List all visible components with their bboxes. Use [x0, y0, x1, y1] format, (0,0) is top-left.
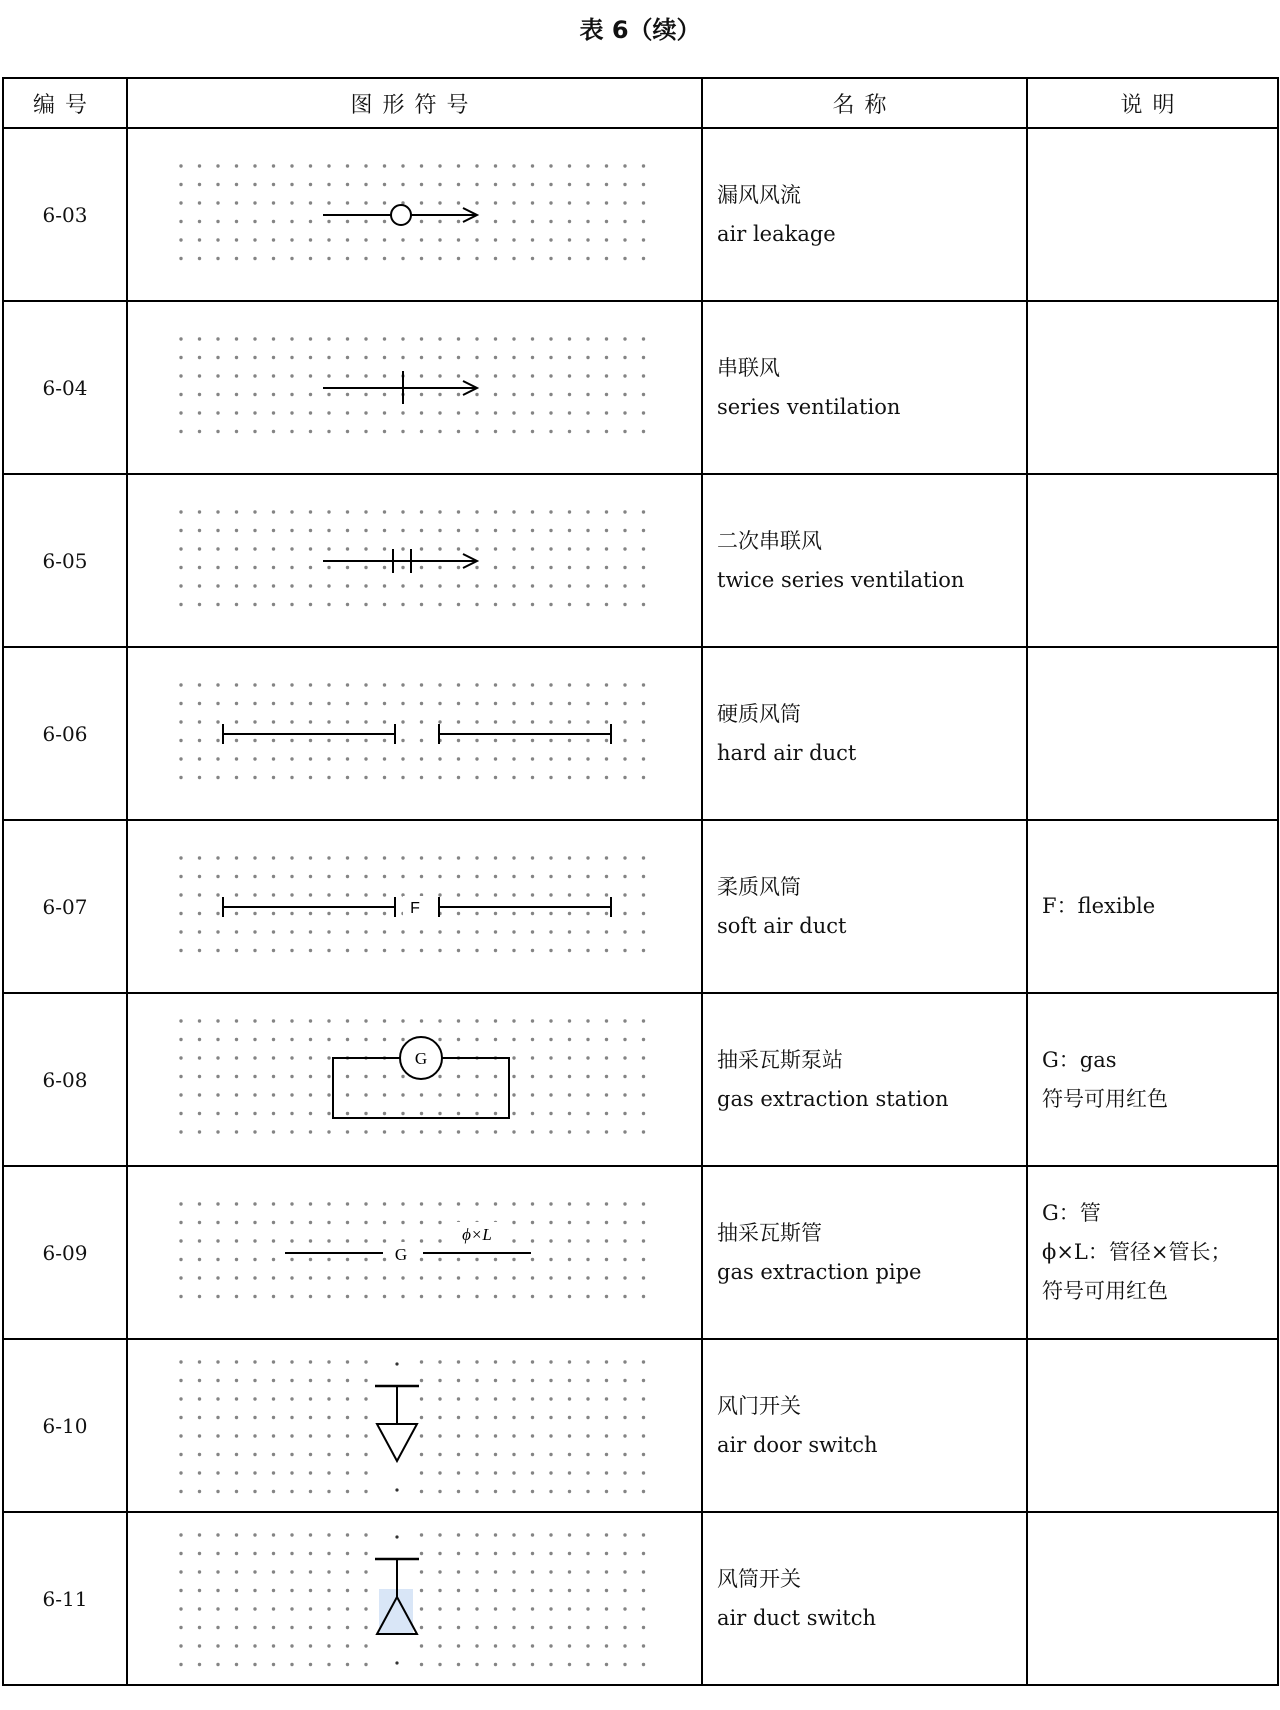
name-en: air door switch — [717, 1432, 878, 1457]
name-zh: 漏风风流 — [717, 182, 801, 207]
row-code: 6-04 — [3, 301, 127, 474]
hard-air-duct-symbol — [175, 679, 655, 789]
symbol-label-g: G — [414, 1048, 427, 1068]
row-code: 6-09 — [3, 1166, 127, 1339]
symbol-cell — [127, 1166, 702, 1339]
row-code: 6-10 — [3, 1339, 127, 1512]
symbol-table — [2, 77, 1279, 1686]
header-row — [3, 78, 1278, 128]
row-code: 6-06 — [3, 647, 127, 820]
name-zh: 抽采瓦斯泵站 — [717, 1047, 843, 1072]
header-note: 说明 — [1027, 78, 1278, 128]
note-cell — [1027, 128, 1278, 301]
row-code: 6-08 — [3, 993, 127, 1166]
table-row — [3, 301, 1278, 474]
name-zh: 柔质风筒 — [717, 874, 801, 899]
note-line: F：flexible — [1042, 894, 1156, 918]
air-door-switch-symbol — [175, 1356, 655, 1496]
row-code: 6-05 — [3, 474, 127, 647]
name-cell — [702, 301, 1027, 474]
name-zh: 抽采瓦斯管 — [717, 1220, 822, 1245]
note-line: G：gas — [1042, 1047, 1117, 1072]
table-row — [3, 1166, 1278, 1339]
name-en: gas extraction pipe — [717, 1259, 922, 1284]
name-en: gas extraction station — [717, 1086, 949, 1111]
name-cell — [702, 1166, 1027, 1339]
note-cell — [1027, 301, 1278, 474]
symbol-cell — [127, 1512, 702, 1685]
table-row — [3, 128, 1278, 301]
name-en: hard air duct — [717, 740, 857, 765]
symbol-cell — [127, 820, 702, 993]
name-cell — [702, 647, 1027, 820]
symbol-cell — [127, 301, 702, 474]
name-cell — [702, 820, 1027, 993]
table-row — [3, 647, 1278, 820]
symbol-label-f: F — [409, 899, 420, 917]
air-leakage-symbol — [175, 160, 655, 270]
name-zh: 串联风 — [717, 355, 780, 380]
note-line: 符号可用红色 — [1042, 1279, 1168, 1303]
dot-grid-background — [175, 1015, 655, 1145]
name-en: air duct switch — [717, 1605, 876, 1630]
note-line: 符号可用红色 — [1042, 1086, 1168, 1111]
gas-extraction-pipe-symbol — [175, 1198, 655, 1308]
note-cell — [1027, 474, 1278, 647]
table-row — [3, 474, 1278, 647]
note-cell — [1027, 647, 1278, 820]
table-row — [3, 993, 1278, 1166]
symbol-cell — [127, 647, 702, 820]
note-line: ϕ×L：管径×管长； — [1042, 1240, 1232, 1264]
gas-extraction-station-symbol — [175, 1015, 655, 1145]
name-cell — [702, 1512, 1027, 1685]
symbol-cell — [127, 474, 702, 647]
symbol-label-diameter-length: ϕ×L — [461, 1224, 492, 1244]
name-en: twice series ventilation — [717, 567, 965, 592]
name-en: soft air duct — [717, 913, 847, 938]
name-cell — [702, 993, 1027, 1166]
name-en: series ventilation — [717, 394, 901, 419]
note-cell — [1027, 1512, 1278, 1685]
name-zh: 风门开关 — [717, 1393, 801, 1418]
header-code: 编号 — [3, 78, 127, 128]
soft-air-duct-symbol — [175, 852, 655, 962]
note-cell — [1027, 993, 1278, 1166]
table-row — [3, 1512, 1278, 1685]
note-cell — [1027, 1339, 1278, 1512]
table-row — [3, 1339, 1278, 1512]
name-zh: 硬质风筒 — [717, 701, 801, 726]
name-en: air leakage — [717, 221, 836, 246]
air-duct-switch-symbol — [175, 1529, 655, 1669]
symbol-cell — [127, 993, 702, 1166]
name-zh: 二次串联风 — [717, 528, 822, 553]
note-cell — [1027, 1166, 1278, 1339]
row-code: 6-07 — [3, 820, 127, 993]
note-cell — [1027, 820, 1278, 993]
series-ventilation-symbol — [175, 333, 655, 443]
header-symbol: 图形符号 — [127, 78, 702, 128]
symbol-cell — [127, 128, 702, 301]
name-zh: 风筒开关 — [717, 1566, 801, 1591]
table-row — [3, 820, 1278, 993]
symbol-cell — [127, 1339, 702, 1512]
name-cell — [702, 128, 1027, 301]
symbol-label-g: G — [394, 1244, 407, 1264]
row-code: 6-11 — [3, 1512, 127, 1685]
name-cell — [702, 1339, 1027, 1512]
table-caption: 表 6（续） — [579, 16, 701, 44]
name-cell — [702, 474, 1027, 647]
header-name: 名称 — [702, 78, 1027, 128]
twice-series-ventilation-symbol — [175, 506, 655, 616]
row-code: 6-03 — [3, 128, 127, 301]
note-line: G：管 — [1042, 1201, 1101, 1225]
